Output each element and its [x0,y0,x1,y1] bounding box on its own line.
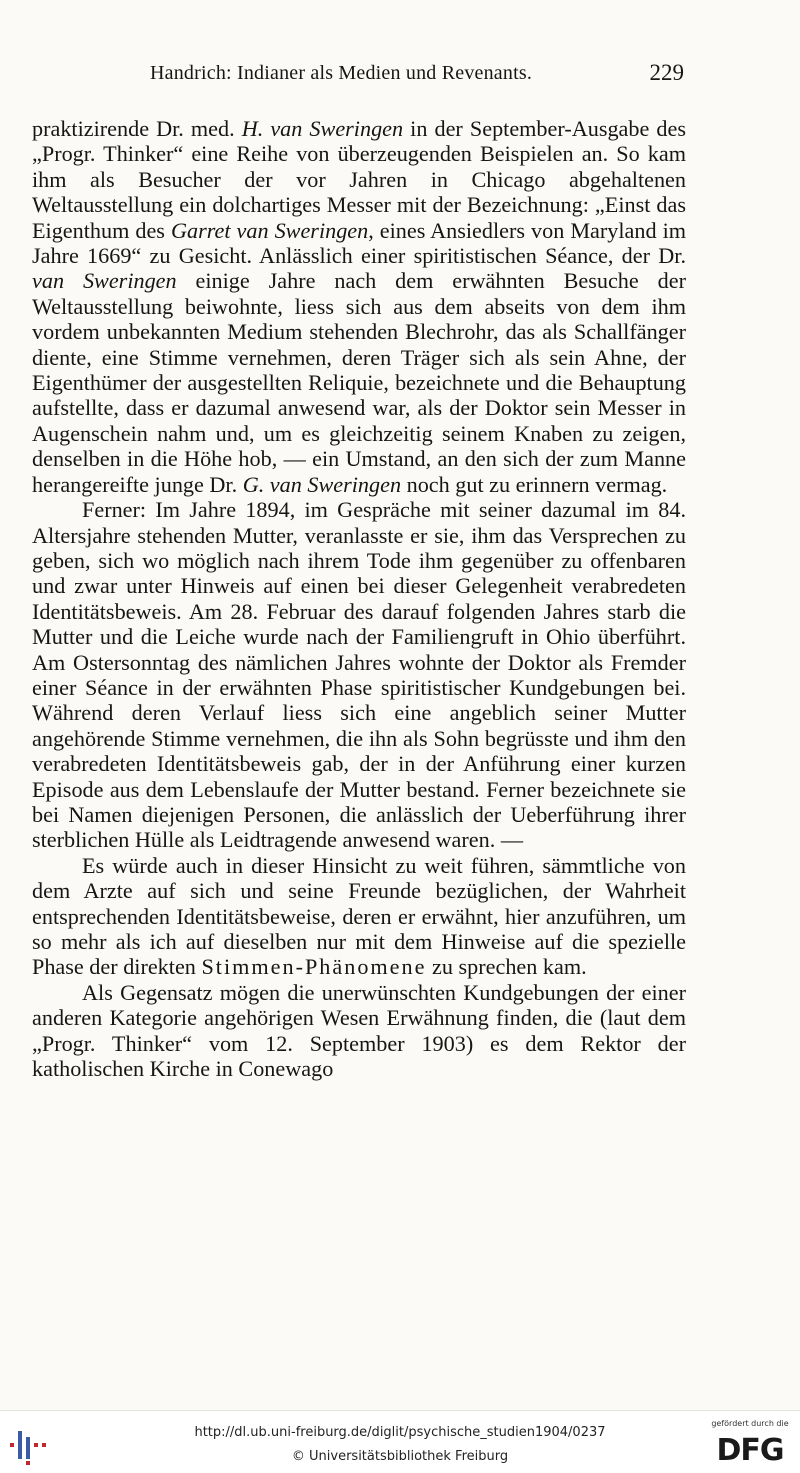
text-run: Als Gegensatz mögen die unerwünschten Kundgebungen der einer anderen Kategorie angehörigen Wesen Erwähnung finden, die (laut dem „Progr. Thinker“ vom 12. September 1903) es dem Rektor der katholischen Kirche in Conewago [32,979,686,1082]
spaced-term: Stimmen-Phänomene [201,954,427,980]
italic-name: Garret van Sweringen [170,217,369,243]
dfg-caption: gefördert durch die [711,1419,789,1428]
copyright-notice: © Universitätsbibliothek Freiburg [291,1449,509,1464]
text-run: Es würde auch in dieser Hinsicht zu weit führen, sämmtliche von dem Arzte auf sich und seine Freunde bezüglichen, der Wahrheit entsprechenden Identitätsbeweise, deren er erwähnt, hier anzuführen, um so mehr als ich auf dieselben nur mit dem Hinweise auf die spezielle Phase der direkten [32,852,686,980]
page-header [32,58,686,92]
viewer-footer [0,1410,800,1473]
paragraph [32,980,686,1082]
text-run: zu sprechen kam. [426,954,587,980]
paragraph [32,497,686,853]
italic-name: G. van Sweringen [242,471,402,497]
italic-name: van Sweringen [32,268,177,294]
paragraph [32,116,686,497]
dfg-logo-text: DFG [716,1433,784,1468]
text-run: , eines Ansiedlers von Maryland im Jahre 1669“ zu Gesicht. Anlässlich einer spiritistischen Séance, der Dr. [32,217,686,269]
body-text [32,116,686,1081]
dfg-logo [708,1419,792,1469]
text-run: noch gut zu erinnern vermag. [401,471,668,497]
text-run: einige Jahre nach dem erwähnten Besuche der Weltausstellung beiwohnte, liess sich aus dem abseits von dem ihm vordem unbekannten Medium stehenden Blechrohr, das als Schallfänger diente, eine Stimme vernehmen, deren Träger sich als sein Ahne, der Eigenthümer der ausgestellten Reliquie, bezeichnete und die Behauptung aufstellte, dass er dazumal anwesend war, als der Doktor sein Messer in Augenschein nahm und, um es gleichzeitig seinem Knaben zu zeigen, denselben in die Höhe hob, — ein Umstand, an den sich der zum Manne herangereifte junge Dr. [32,268,686,497]
running-title: Handrich: Indianer als Medien und Revenants. [150,62,533,84]
text-run: in der September-Ausgabe des „Progr. Thinker“ eine Reihe von überzeugenden Beispielen an. So kam ihm als Besucher der vor Jahren in Chicago abgehaltenen Weltausstellung ein dolchartiges Messer mit der Bezeichnung: „Einst das Eigenthum des [32,116,686,243]
source-url[interactable]: http://dl.ub.uni-freiburg.de/diglit/psychische_studien1904/0237 [194,1425,606,1440]
text-run: praktizirende Dr. med. [32,116,242,141]
page-number: 229 [649,60,684,85]
paragraph [32,853,686,980]
text-run: Ferner: Im Jahre 1894, im Gespräche mit seiner dazumal im 84. Altersjahre stehenden Mutter, veranlasste er sie, ihm das Versprechen zu geben, sich wo möglich nach ihrem Tode ihm gegenüber zu offenbaren und zwar unter Hinweis auf einen bei dieser Gelegenheit verabredeten Identitätsbeweis. Am 28. Februar des darauf folgenden Jahres starb die Mutter und die Leiche wurde nach der Familiengruft in Ohio überführt. Am Ostersonntag des nämlichen Jahres wohnte der Doktor als Fremder einer Séance in der erwähnten Phase spiritistischer Kundgebungen bei. Während deren Verlauf liess sich eine angeblich seiner Mutter angehörende Stimme vernehmen, die ihn als Sohn begrüsste und ihm den verabredeten Identitätsbeweis gab, der in der Anführung einer kurzen Episode aus dem Lebenslaufe der Mutter bestand. Ferner bezeichnete sie bei Namen diejenigen Personen, die anlässlich der Ueberführung ihrer sterblichen Hülle als Leidtragende anwesend waren. — [32,497,686,853]
italic-name: H. van Sweringen [241,116,404,141]
